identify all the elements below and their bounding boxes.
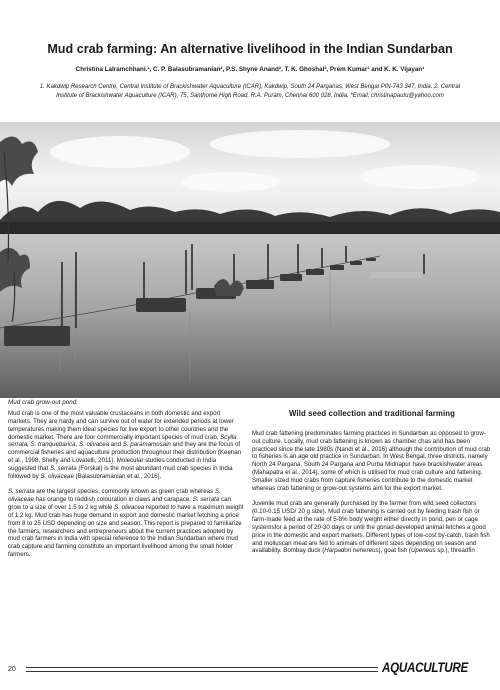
paragraph-fattening: Mud crab fattening predominates farming practices in Sundarban as opposed to grow-out culture. Locally, mud crab fattening is known as chamber chas and has been practiced since the late 1980s (Nandi et al., 2016) although the contribution of mud crab to fisheries is an age old practice in Sundarban. In West Bengal, three districts, namely North 24 Pargana, South 24 Pargana and Purba Midnapur have brackishwater areas (Mahapatra et al., 2014), some of which is utilised for mud crab culture and fattening. Smaller sized mud crabs from capture fisheries contribute to the domestic market whereas crab fattening or grow-out systems aim for the export market. — [252, 429, 491, 492]
pond-photo — [0, 122, 500, 398]
left-column — [8, 410, 244, 567]
right-column — [252, 410, 492, 563]
page-number: 20 — [8, 666, 16, 673]
footer-rule — [26, 667, 378, 672]
author-list: Christina Lalramchhani.¹, C. P. Balasubramanian², P.S. Shyne Anand², T. K. Ghoshal², Prem Kumar¹ and K. K. Vijayan¹ — [75, 66, 425, 73]
section-heading: Wild seed collection and traditional farming — [289, 409, 455, 418]
paragraph-intro: Mud crab is one of the most valuable crustaceans in both domestic and export markets. They are hardy and can survive out of water for extended periods at lower temperatures making them ideal species for live export to other countries and the domestic market. There are four commercially important species of mud crab, Scylla serrata, S. tranquebarica, S. olivacea and S. paramamosain and they are the focus of commercial fisheries and aquaculture production throughout their distribution (Keenan et al., 1998, Shelly and Lovatelli, 2011). Molecular studies conducted in India suggested that S. serrata (Forskal) is the most abundant mud crab species in India followed by S. olivaceae (Balasubramanian et al., 2016). — [8, 410, 242, 480]
magazine-logo: AQUACULTURE — [382, 660, 468, 675]
figure-caption: Mud crab grow-out pond. — [8, 399, 79, 406]
paragraph-juvenile: Juvenile mud crab are generally purchased by the farmer from wild seed collectors (0.10-0.15 USD/ 20 g size). Mud crab fattening is carried out by feeding trash fish or farm-made feed at the rate of 5-8% body weight either directly in pond, pen or cage systemsfor a period of 20-30 days or until the gonad-developed animal fetches a good price in the domestic and export markets. Different types of low-cost by-catch, trash fish and molluscan meat are fed to animals of different sizes depending on season and availability. Bombay duck (Harpadon nehereus), goat fish (Upeneus sp.), threadfin — [252, 500, 490, 555]
paragraph-species: S. serrata are the largest species, commonly known as green crab whereas S. olivaceae has orange to reddish colouration in claws and carapace. S. serrata can grow to a size of over 1.5 to 2 kg while S. olivacea reported to have a maximum weight of 1.2 kg. Mud crab has huge demand in export and domestic market fetching a price from 8 to 25 USD depending on size and season. This report is prepared to familiarize the farmers, researchers and entrepreneurs about the current practices adopted by mud crab farmers in India with special reference to the Indian Sundarban where mud crab capture and farming constitute an important livelihood among the small holder farmers. — [8, 488, 244, 559]
far-bank — [0, 222, 500, 236]
affiliations: 1. Kakdwip Research Centre, Central Institute of Brackishwater Aquaculture (ICAR), Kakdwip, South 24 Parganas, West Bengal PIN-743 347, India. 2. Central Institute of Brackishwater Aquaculture (ICAR), 75, Santhome High Road, R.A. Puram, Chennai 600 028, India. *Email: christinapautu@yahoo.com — [39, 84, 461, 99]
article-title: Mud crab farming: An alternative livelihood in the Indian Sundarban — [47, 42, 453, 56]
